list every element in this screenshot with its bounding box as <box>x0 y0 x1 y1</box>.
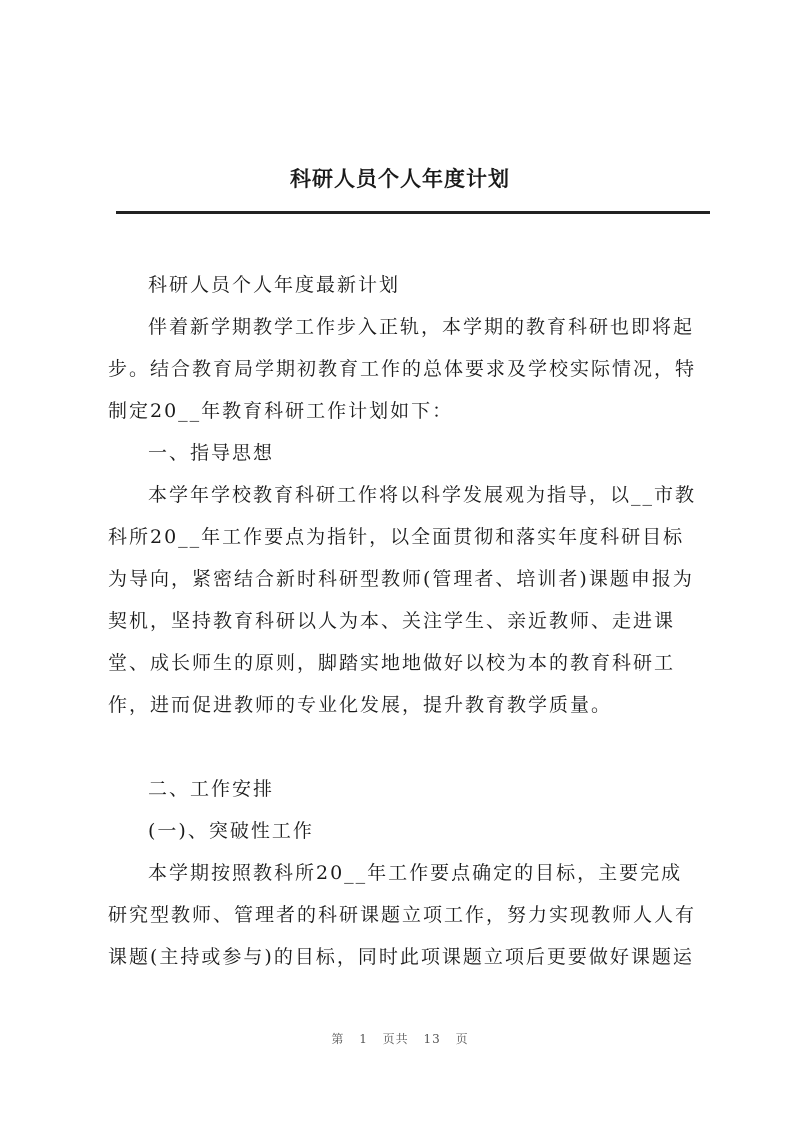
blank-gap <box>108 726 713 768</box>
subsection-heading: (一)、突破性工作 <box>148 820 314 842</box>
paragraph-line: 为导向，紧密结合新时科研型教师(管理者、培训者)课题申报为 <box>108 568 694 590</box>
page-title: 科研人员个人年度计划 <box>290 166 510 191</box>
paragraph-line: 堂、成长师生的原则，脚踏实地地做好以校为本的教育科研工 <box>108 652 676 674</box>
paragraph-line: 伴着新学期教学工作步入正轨，本学期的教育科研也即将起 <box>148 316 695 338</box>
paragraph-line: 科所20__年工作要点为指针，以全面贯彻和落实年度科研目标 <box>108 526 685 548</box>
section-heading: 二、工作安排 <box>148 778 275 800</box>
document-body <box>108 264 713 978</box>
paragraph-line: 研究型教师、管理者的科研课题立项工作，努力实现教师人人有 <box>108 904 697 926</box>
paragraph-line: 契机，坚持教育科研以人为本、关注学生、亲近教师、走进课 <box>108 610 676 632</box>
paragraph-line: 本学年学校教育科研工作将以科学发展观为指导，以__市教 <box>148 484 697 506</box>
paragraph-line: 制定20__年教育科研工作计划如下： <box>108 400 454 422</box>
paragraph-line: 课题(主持或参与)的目标，同时此项课题立项后更要做好课题运 <box>108 946 694 968</box>
paragraph-line: 步。结合教育局学期初教育工作的总体要求及学校实际情况，特 <box>108 358 697 380</box>
paragraph-line: 作，进而促进教师的专业化发展，提升教育教学质量。 <box>108 694 613 716</box>
page-footer: 第 1 页共 13 页 <box>331 1032 469 1046</box>
paragraph-line: 本学期按照教科所20__年工作要点确定的目标，主要完成 <box>148 862 683 884</box>
title-underline <box>116 211 710 214</box>
subtitle-line: 科研人员个人年度最新计划 <box>148 274 401 296</box>
section-heading: 一、指导思想 <box>148 442 275 464</box>
